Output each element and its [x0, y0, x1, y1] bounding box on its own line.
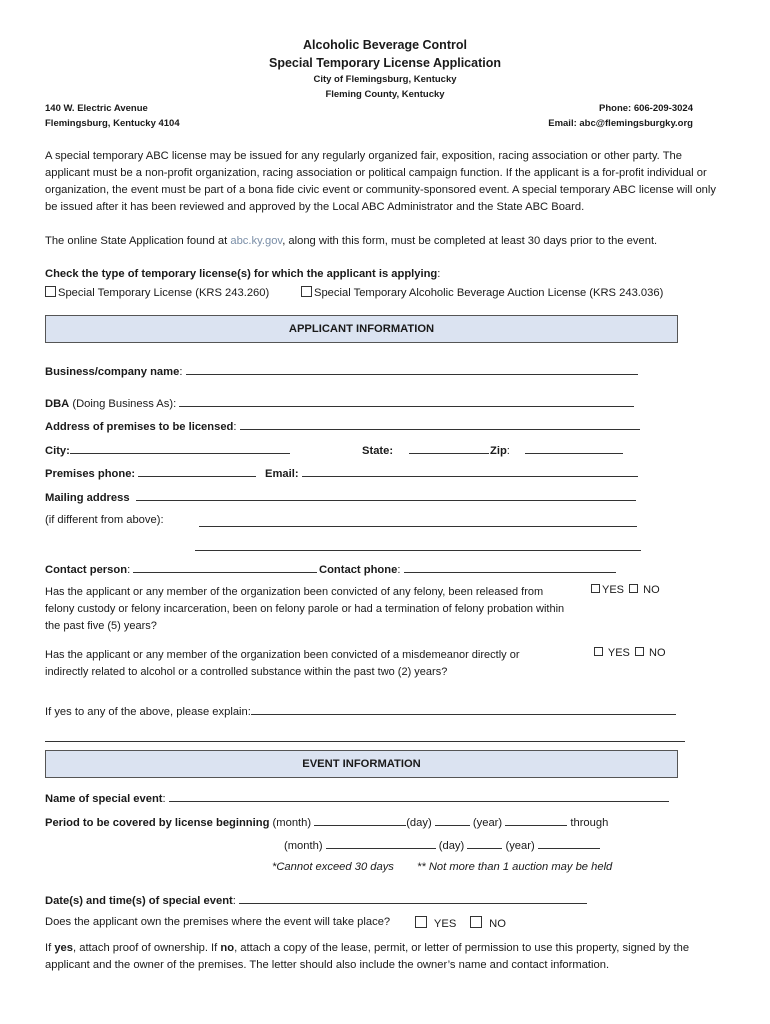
explain-field[interactable]: If yes to any of the above, please explain: — [45, 704, 676, 718]
address-line-1: 140 W. Electric Avenue — [45, 103, 148, 114]
checkbox-icon[interactable] — [635, 647, 644, 656]
max-days-note: *Cannot exceed 30 days — [272, 861, 394, 873]
zip-field[interactable]: Zip: — [490, 443, 623, 457]
period-end-field[interactable]: (month) (day) (year) — [284, 838, 600, 852]
mailing-address-note: (if different from above): — [45, 514, 164, 526]
city-field[interactable]: City: — [45, 443, 290, 457]
mailing-address-field[interactable]: Mailing address — [45, 490, 636, 504]
checkbox-icon[interactable] — [45, 286, 56, 297]
online-note-text-2: , along with this form, must be completed at least 30 days prior to the event. — [282, 235, 658, 247]
checkbox-icon[interactable] — [470, 916, 482, 928]
intro-paragraph: A special temporary ABC license may be issued for any regularly organized fair, exposition, racing association or other party. The applicant must be a non-profit organization, racing association or political campaign function. If the applicant is a for-profit individual or organization, the event must be part of a bona fide civic event or community-sponsored event. A special temporary ABC license will only be issued after it has been reviewed and approved by the Local ABC Administrator and the State ABC Board. — [45, 150, 716, 213]
felony-yes-no[interactable]: YES NO — [591, 584, 660, 596]
mailing-address-line-2[interactable] — [199, 514, 637, 532]
option-special-temporary[interactable]: Special Temporary License (KRS 243.260) — [45, 286, 269, 299]
email-line: Email: abc@flemingsburgky.org — [548, 118, 693, 129]
city-line: City of Flemingsburg, Kentucky — [313, 74, 457, 85]
misdemeanor-yes-no[interactable]: YES NO — [594, 647, 666, 659]
checkbox-icon[interactable] — [629, 584, 638, 593]
option-auction-license[interactable]: Special Temporary Alcoholic Beverage Auction License (KRS 243.036) — [301, 286, 663, 299]
dba-field[interactable]: DBA (Doing Business As): — [45, 396, 634, 410]
event-info-banner: EVENT INFORMATION — [45, 750, 678, 778]
ownership-proof-paragraph: If yes, attach proof of ownership. If no, attach a copy of the lease, permit, or letter of permission to use this property, signed by the applicant and the owner of the premises. The letter should also include the owner’s name and contact information. — [45, 942, 690, 971]
period-begin-field[interactable]: Period to be covered by license beginning (month) (day) (year) through — [45, 817, 609, 829]
premises-phone-field[interactable]: Premises phone: — [45, 466, 256, 480]
state-field[interactable]: State: — [362, 443, 489, 457]
phone-line: Phone: 606-209-3024 — [599, 103, 693, 114]
license-type-prompt: Check the type of temporary license(s) for which the applicant is applying: — [45, 268, 441, 280]
misdemeanor-question: Has the applicant or any member of the organization been convicted of a misdemeanor directly or indirectly related to alcohol or a controlled substance within the past two (2) years? — [45, 649, 520, 678]
own-premises-yes[interactable]: YES — [415, 916, 456, 930]
applicant-info-banner: APPLICANT INFORMATION — [45, 315, 678, 343]
mailing-address-line-3[interactable] — [195, 538, 641, 556]
address-line-2: Flemingsburg, Kentucky 4104 — [45, 118, 180, 129]
premises-address-field[interactable]: Address of premises to be licensed: — [45, 419, 640, 433]
checkbox-icon[interactable] — [415, 916, 427, 928]
abc-link[interactable]: abc.ky.gov — [230, 235, 283, 247]
checkbox-icon[interactable] — [594, 647, 603, 656]
checkbox-icon[interactable] — [301, 286, 312, 297]
form-subtitle: Special Temporary License Application — [268, 56, 501, 70]
contact-person-field[interactable]: Contact person: — [45, 562, 317, 576]
event-dates-field[interactable]: Date(s) and time(s) of special event: — [45, 893, 587, 907]
event-name-field[interactable]: Name of special event: — [45, 791, 669, 805]
form-title: Alcoholic Beverage Control — [303, 38, 467, 52]
checkbox-icon[interactable] — [591, 584, 600, 593]
felony-question: Has the applicant or any member of the organization been convicted of any felony, been released from felony custody or felony incarceration, been on felony parole or had a termination of felony probation within the past five (5) years? — [45, 586, 565, 632]
intro-online-note — [45, 235, 657, 247]
explain-line-2[interactable] — [45, 729, 685, 747]
business-name-field[interactable]: Business/company name: — [45, 364, 638, 378]
online-note-text-1: The online State Application found at — [45, 235, 231, 247]
email-field[interactable]: Email: — [265, 466, 638, 480]
contact-phone-field[interactable]: Contact phone: — [319, 562, 616, 576]
auction-limit-note: ** Not more than 1 auction may be held — [417, 861, 613, 873]
own-premises-question: Does the applicant own the premises where the event will take place? — [45, 916, 391, 928]
county-line: Fleming County, Kentucky — [325, 89, 445, 100]
own-premises-no[interactable]: NO — [470, 916, 506, 930]
